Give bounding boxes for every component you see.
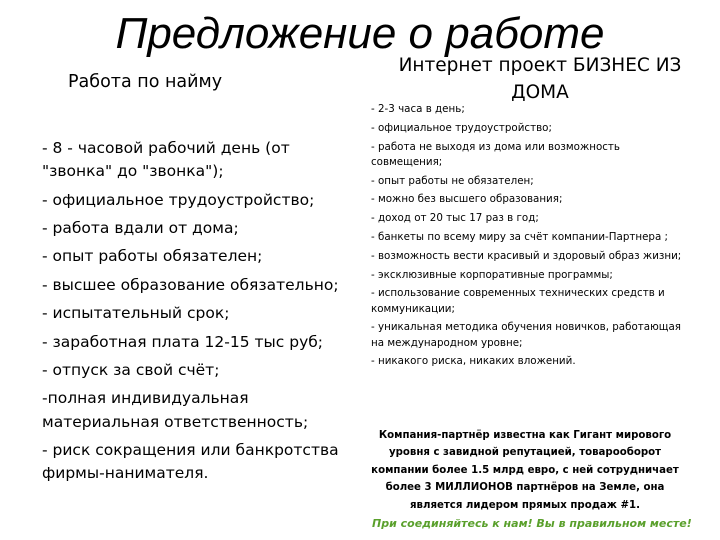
online-project-benefits-list [371, 102, 689, 373]
benefit-item: - уникальная методика обучения новичков, работающая на международном уровне; [371, 321, 681, 349]
employment-item: - отпуск за свой счёт; [42, 360, 220, 379]
benefit-item: - опыт работы не обязателен; [371, 174, 534, 187]
benefit-item: - эксклюзивные корпоративные программы; [371, 268, 613, 281]
online-project-heading: Интернет проект БИЗНЕС ИЗ ДОМА [398, 55, 682, 103]
employment-item: - заработная плата 12-15 тыс руб; [42, 332, 324, 351]
employment-item: - работа вдали от дома; [42, 218, 239, 237]
benefit-item: - 2-3 часа в день; [371, 103, 465, 115]
employment-item: - риск сокращения или банкротства фирмы-нанимателя. [42, 440, 339, 483]
benefit-item: - никакого риска, никаких вложений. [371, 355, 576, 368]
benefit-item: - работа не выходя из дома или возможность совмещения; [371, 140, 620, 168]
benefit-item: - использование современных технических средств и коммуникации; [371, 287, 665, 315]
slide-title: Предложение о работе [115, 9, 605, 58]
call-to-action: При соединяйтесь к нам! Вы в правильном месте! [372, 517, 692, 530]
employment-item: - 8 - часовой рабочий день (от "звонка" до "звонка"); [42, 139, 290, 181]
employment-item: - испытательный срок; [42, 304, 230, 323]
employment-item: -полная индивидуальная материальная ответственность; [42, 389, 309, 431]
benefit-item: - доход от 20 тыс 17 раз в год; [371, 212, 539, 225]
benefit-item: - банкеты по всему миру за счёт компании-Партнера ; [371, 230, 669, 243]
employment-conditions-list [42, 137, 352, 491]
benefit-item: - официальное трудоустройство; [371, 121, 552, 134]
company-description: Компания-партнёр известна как Гигант мирового уровня с завидной репутацией, товарооборот компании более 1.5 млрд евро, с ней сотрудничает более 3 МИЛЛИОНОВ партнёров на Земле, она является лидером прямых продаж #1. [371, 430, 679, 511]
benefit-item: - возможность вести красивый и здоровый образ жизни; [371, 249, 682, 262]
employment-heading: Работа по найму [68, 72, 223, 92]
employment-item: - высшее образование обязательно; [42, 275, 339, 294]
employment-item: - опыт работы обязателен; [42, 247, 263, 266]
benefit-item: - можно без высшего образования; [371, 193, 563, 206]
employment-item: - официальное трудоустройство; [42, 190, 315, 209]
